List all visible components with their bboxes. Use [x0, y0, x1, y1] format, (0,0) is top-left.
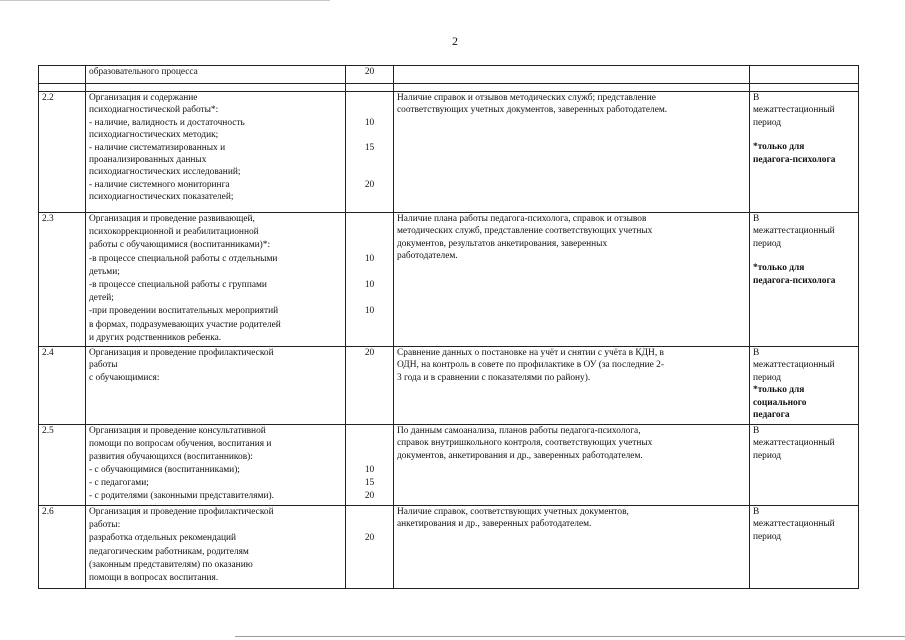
- row-number: 2.2: [39, 92, 86, 213]
- points-value: [349, 438, 390, 451]
- period-cell: [750, 425, 859, 506]
- indicator-line: - наличие системного мониторинга: [89, 179, 230, 190]
- indicator-line: работы с обучающимися (воспитанниками)*:: [89, 240, 271, 251]
- period-line: период: [753, 117, 782, 128]
- points-value: [349, 332, 390, 345]
- points-value: [349, 92, 390, 104]
- points-cell: [346, 66, 394, 84]
- indicator-line: детьми;: [89, 266, 120, 277]
- points-value: [349, 129, 390, 141]
- points-value: [349, 104, 390, 116]
- table-row: [39, 213, 859, 347]
- table-row: [39, 66, 859, 84]
- indicator-line: проанализированных данных: [89, 155, 207, 166]
- points-value: [349, 213, 390, 226]
- points-value: [349, 166, 390, 178]
- documents-line: Наличие плана работы педагога-психолога, справок и отзывов: [397, 214, 647, 224]
- points-cell: [346, 425, 394, 506]
- documents-line: документов, анкетирования и др., заверенных работодателем.: [397, 450, 643, 461]
- indicator-line: разработка отдельных рекомендаций: [89, 533, 237, 544]
- row-number: 2.3: [39, 213, 86, 347]
- points-value: [349, 239, 390, 252]
- indicator-line: помощи по вопросам обучения, воспитания и: [89, 439, 272, 449]
- indicator-line: развития обучающихся (воспитанников):: [89, 452, 253, 462]
- indicator-line: помощи в вопросах воспитания.: [89, 573, 219, 584]
- indicator-line: Организация и проведение профилактической: [89, 348, 274, 358]
- period-line: В: [753, 426, 760, 436]
- period-gap: [753, 129, 855, 141]
- indicator-line: и других родственников ребенка.: [89, 332, 222, 343]
- period-note: педагога: [753, 410, 790, 421]
- documents-line: методических служб, представление соответствующих учетных: [397, 226, 653, 237]
- indicator-line: образовательного процесса: [89, 67, 198, 77]
- indicator-line: психодиагностических показателей;: [89, 192, 234, 203]
- period-note: *только для: [753, 385, 805, 396]
- period-line: период: [753, 450, 782, 461]
- period-line: В: [753, 214, 760, 224]
- indicator-cell: [86, 213, 346, 347]
- documents-line: Сравнение данных о постановке на учёт и снятии с учёта в КДН, в: [397, 348, 664, 358]
- period-line: В: [753, 507, 760, 517]
- indicator-cell: [86, 347, 346, 425]
- points-value: 15: [364, 142, 375, 153]
- points-value: 10: [364, 465, 375, 475]
- indicator-line: (законным представителям) по оказанию: [89, 559, 253, 570]
- documents-cell: [394, 66, 750, 84]
- documents-line: справок внутришкольного контроля, соответствующих учетных: [397, 438, 653, 449]
- period-line: межаттестационный: [753, 360, 835, 371]
- row-number: 2.6: [39, 506, 86, 589]
- indicator-line: - с родителями (законными представителями).: [89, 491, 274, 501]
- points-value: [349, 266, 390, 279]
- indicator-line: - с педагогами;: [89, 478, 149, 488]
- points-value: [349, 506, 390, 519]
- period-line: межаттестационный: [753, 105, 835, 116]
- indicator-line: Организация и проведение развивающей,: [89, 214, 255, 224]
- top-edge-rule: [0, 0, 330, 1]
- points-cell: [346, 92, 394, 213]
- points-value: [349, 292, 390, 305]
- indicator-line: психокоррекционной и реабилитационной: [89, 227, 259, 238]
- period-cell: [750, 506, 859, 589]
- period-note: социального: [753, 397, 807, 408]
- period-line: межаттестационный: [753, 438, 835, 449]
- documents-line: Наличие справок и отзывов методических служб; представление: [397, 93, 656, 103]
- points-value: [349, 425, 390, 438]
- table-row: [39, 347, 859, 425]
- page-number: 2: [452, 34, 458, 48]
- documents-line: 3 года и в сравнении с показателями по району).: [397, 372, 591, 383]
- documents-cell: [394, 347, 750, 425]
- points-cell: [346, 347, 394, 425]
- row-number: [39, 66, 86, 84]
- criteria-table: [38, 65, 859, 589]
- row-spacer: [39, 84, 859, 92]
- points-value: 20: [364, 491, 375, 501]
- period-line: межаттестационный: [753, 226, 835, 237]
- points-cell: [346, 213, 394, 347]
- period-cell: [750, 347, 859, 425]
- documents-line: По данным самоанализа, планов работы педагога-психолога,: [397, 426, 641, 436]
- documents-cell: [394, 92, 750, 213]
- indicator-line: психодиагностической работы*:: [89, 105, 219, 116]
- indicator-line: психодиагностических методик;: [89, 130, 219, 141]
- documents-cell: [394, 425, 750, 506]
- indicator-line: работы:: [89, 520, 121, 531]
- indicator-cell: [86, 66, 346, 84]
- points-value: [349, 451, 390, 464]
- indicator-line: -в процессе специальной работы с отдельными: [89, 253, 278, 264]
- points-value: 15: [364, 478, 375, 488]
- points-value: 10: [364, 306, 375, 317]
- indicator-cell: [86, 92, 346, 213]
- indicator-line: детей;: [89, 293, 114, 304]
- period-note: педагога-психолога: [753, 154, 836, 165]
- period-cell: [750, 92, 859, 213]
- indicator-line: работы: [89, 360, 118, 371]
- period-line: межаттестационный: [753, 519, 835, 530]
- indicator-line: Организация и содержание: [89, 93, 198, 103]
- documents-line: соответствующих учетных документов, заверенных работодателем.: [397, 105, 668, 116]
- indicator-line: - с обучающимися (воспитанниками);: [89, 465, 240, 475]
- points-value: 20: [364, 67, 375, 77]
- indicator-line: педагогическим работникам, родителям: [89, 546, 249, 557]
- indicator-line: в формах, подразумевающих участие родителей: [89, 319, 281, 330]
- period-note: *только для: [753, 263, 805, 274]
- indicator-line: Организация и проведение консультативной: [89, 426, 266, 436]
- indicator-line: -в процессе специальной работы с группами: [89, 280, 267, 291]
- indicator-line: - наличие систематизированных и: [89, 142, 226, 153]
- indicator-cell: [86, 425, 346, 506]
- documents-line: работодателем.: [397, 251, 458, 262]
- period-line: В: [753, 348, 760, 358]
- indicator-line: Организация и проведение профилактической: [89, 507, 274, 517]
- points-cell: [346, 506, 394, 589]
- table-row: [39, 425, 859, 506]
- indicator-cell: [86, 506, 346, 589]
- points-value: 20: [364, 179, 375, 190]
- points-value: 20: [364, 348, 375, 358]
- period-line: период: [753, 238, 782, 249]
- points-value: 10: [364, 117, 375, 128]
- documents-line: документов, результатов анкетирования, заверенных: [397, 238, 608, 249]
- indicator-line: - наличие, валидность и достаточность: [89, 117, 245, 128]
- row-number: 2.4: [39, 347, 86, 425]
- documents-cell: [394, 213, 750, 347]
- indicator-line: -при проведении воспитательных мероприятий: [89, 306, 279, 317]
- period-line: период: [753, 531, 782, 542]
- points-value: [349, 226, 390, 239]
- points-value: 20: [364, 533, 375, 544]
- points-value: 10: [364, 280, 375, 291]
- row-number: 2.5: [39, 425, 86, 506]
- documents-cell: [394, 506, 750, 589]
- points-value: [349, 319, 390, 332]
- points-value: [349, 191, 390, 203]
- period-cell: [750, 213, 859, 347]
- points-value: 10: [364, 253, 375, 264]
- period-note: *только для: [753, 142, 805, 153]
- points-value: [349, 154, 390, 166]
- indicator-line: с обучающимися:: [89, 372, 160, 383]
- points-value: [349, 519, 390, 532]
- period-line: В: [753, 93, 760, 103]
- documents-line: анкетирования и др., заверенных работодателем.: [397, 519, 592, 530]
- documents-line: Наличие справок, соответствующих учетных документов,: [397, 507, 629, 517]
- period-gap: [753, 250, 855, 262]
- indicator-line: психодиагностических исследований;: [89, 167, 241, 178]
- period-cell: [750, 66, 859, 84]
- period-note: педагога-психолога: [753, 275, 836, 286]
- table-row: [39, 92, 859, 213]
- table-row: [39, 506, 859, 589]
- bottom-edge-rule: [235, 636, 905, 637]
- documents-line: ОДН, на контроль в совете по профилактике в ОУ (за последние 2-: [397, 360, 664, 371]
- period-line: период: [753, 372, 782, 383]
